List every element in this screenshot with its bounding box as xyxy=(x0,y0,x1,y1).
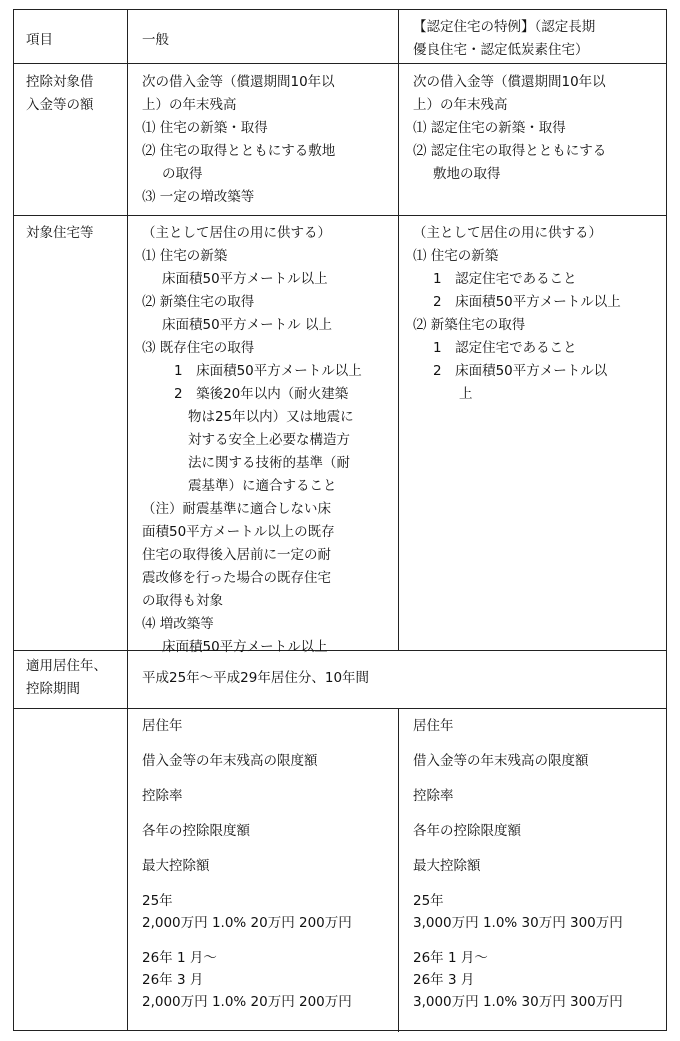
row-divider xyxy=(14,63,666,64)
row-divider xyxy=(14,215,666,216)
row4-special-text: 居住年 借入金等の年末残高の限度額 控除率 各年の控除限度額 最大控除額 25年 3,000万円 1.0% 30万円 300万円 26年 1 月～ 26年 3 月 3,000万円 1.0% 30万円 300万円 xyxy=(413,718,623,1010)
row2-general-text: （主として居住の用に供する） ⑴ 住宅の新築 床面積50平方メートル以上 ⑵ 新築住宅の取得 床面積50平方メートル 以上 ⑶ 既存住宅の取得 1 床面積50平方メートル以上 2 築後20年以内（耐火建築 物は25年以内）又は地震に 対する安全上必要な構造方 法に関する技術的基準（耐 震基準）に適合すること （注）耐震基準に適合しない床 面積50平方メートル以上の既存 住宅の取得後入居前に一定の耐 震改修を行った場合の既存住宅 の取得も対象 ⑷ 増改築等 床面積50平方メートル以上 xyxy=(142,225,362,655)
row3-label: 適用居住年、 控除期間 xyxy=(26,658,107,697)
header-general-label: 一般 xyxy=(142,32,169,48)
row1-label: 控除対象借 入金等の額 xyxy=(26,74,94,113)
row3-value: 平成25年～平成29年居住分、10年間 xyxy=(142,670,370,686)
deduction-table xyxy=(13,9,667,1031)
row1-special-text: 次の借入金等（償還期間10年以 上）の年末残高 ⑴ 認定住宅の新築・取得 ⑵ 認定住宅の取得とともにする 敷地の取得 xyxy=(413,74,607,182)
row1-general-text: 次の借入金等（償還期間10年以 上）の年末残高 ⑴ 住宅の新築・取得 ⑵ 住宅の取得とともにする敷地 の取得 ⑶ 一定の増改築等 xyxy=(142,74,336,205)
header-special-label: 【認定住宅の特例】（認定長期 優良住宅・認定低炭素住宅） xyxy=(413,19,596,58)
column-divider xyxy=(398,708,399,1032)
column-divider xyxy=(127,10,128,1030)
row-divider xyxy=(14,708,666,709)
header-item-label: 項目 xyxy=(26,32,53,48)
row2-special-text: （主として居住の用に供する） ⑴ 住宅の新築 1 認定住宅であること 2 床面積50平方メートル以上 ⑵ 新築住宅の取得 1 認定住宅であること 2 床面積50平方メートル以 上 xyxy=(413,225,621,402)
column-divider xyxy=(398,10,399,650)
row2-label: 対象住宅等 xyxy=(26,225,94,241)
row4-general-text: 居住年 借入金等の年末残高の限度額 控除率 各年の控除限度額 最大控除額 25年 2,000万円 1.0% 20万円 200万円 26年 1 月～ 26年 3 月 2,000万円 1.0% 20万円 200万円 xyxy=(142,718,352,1010)
